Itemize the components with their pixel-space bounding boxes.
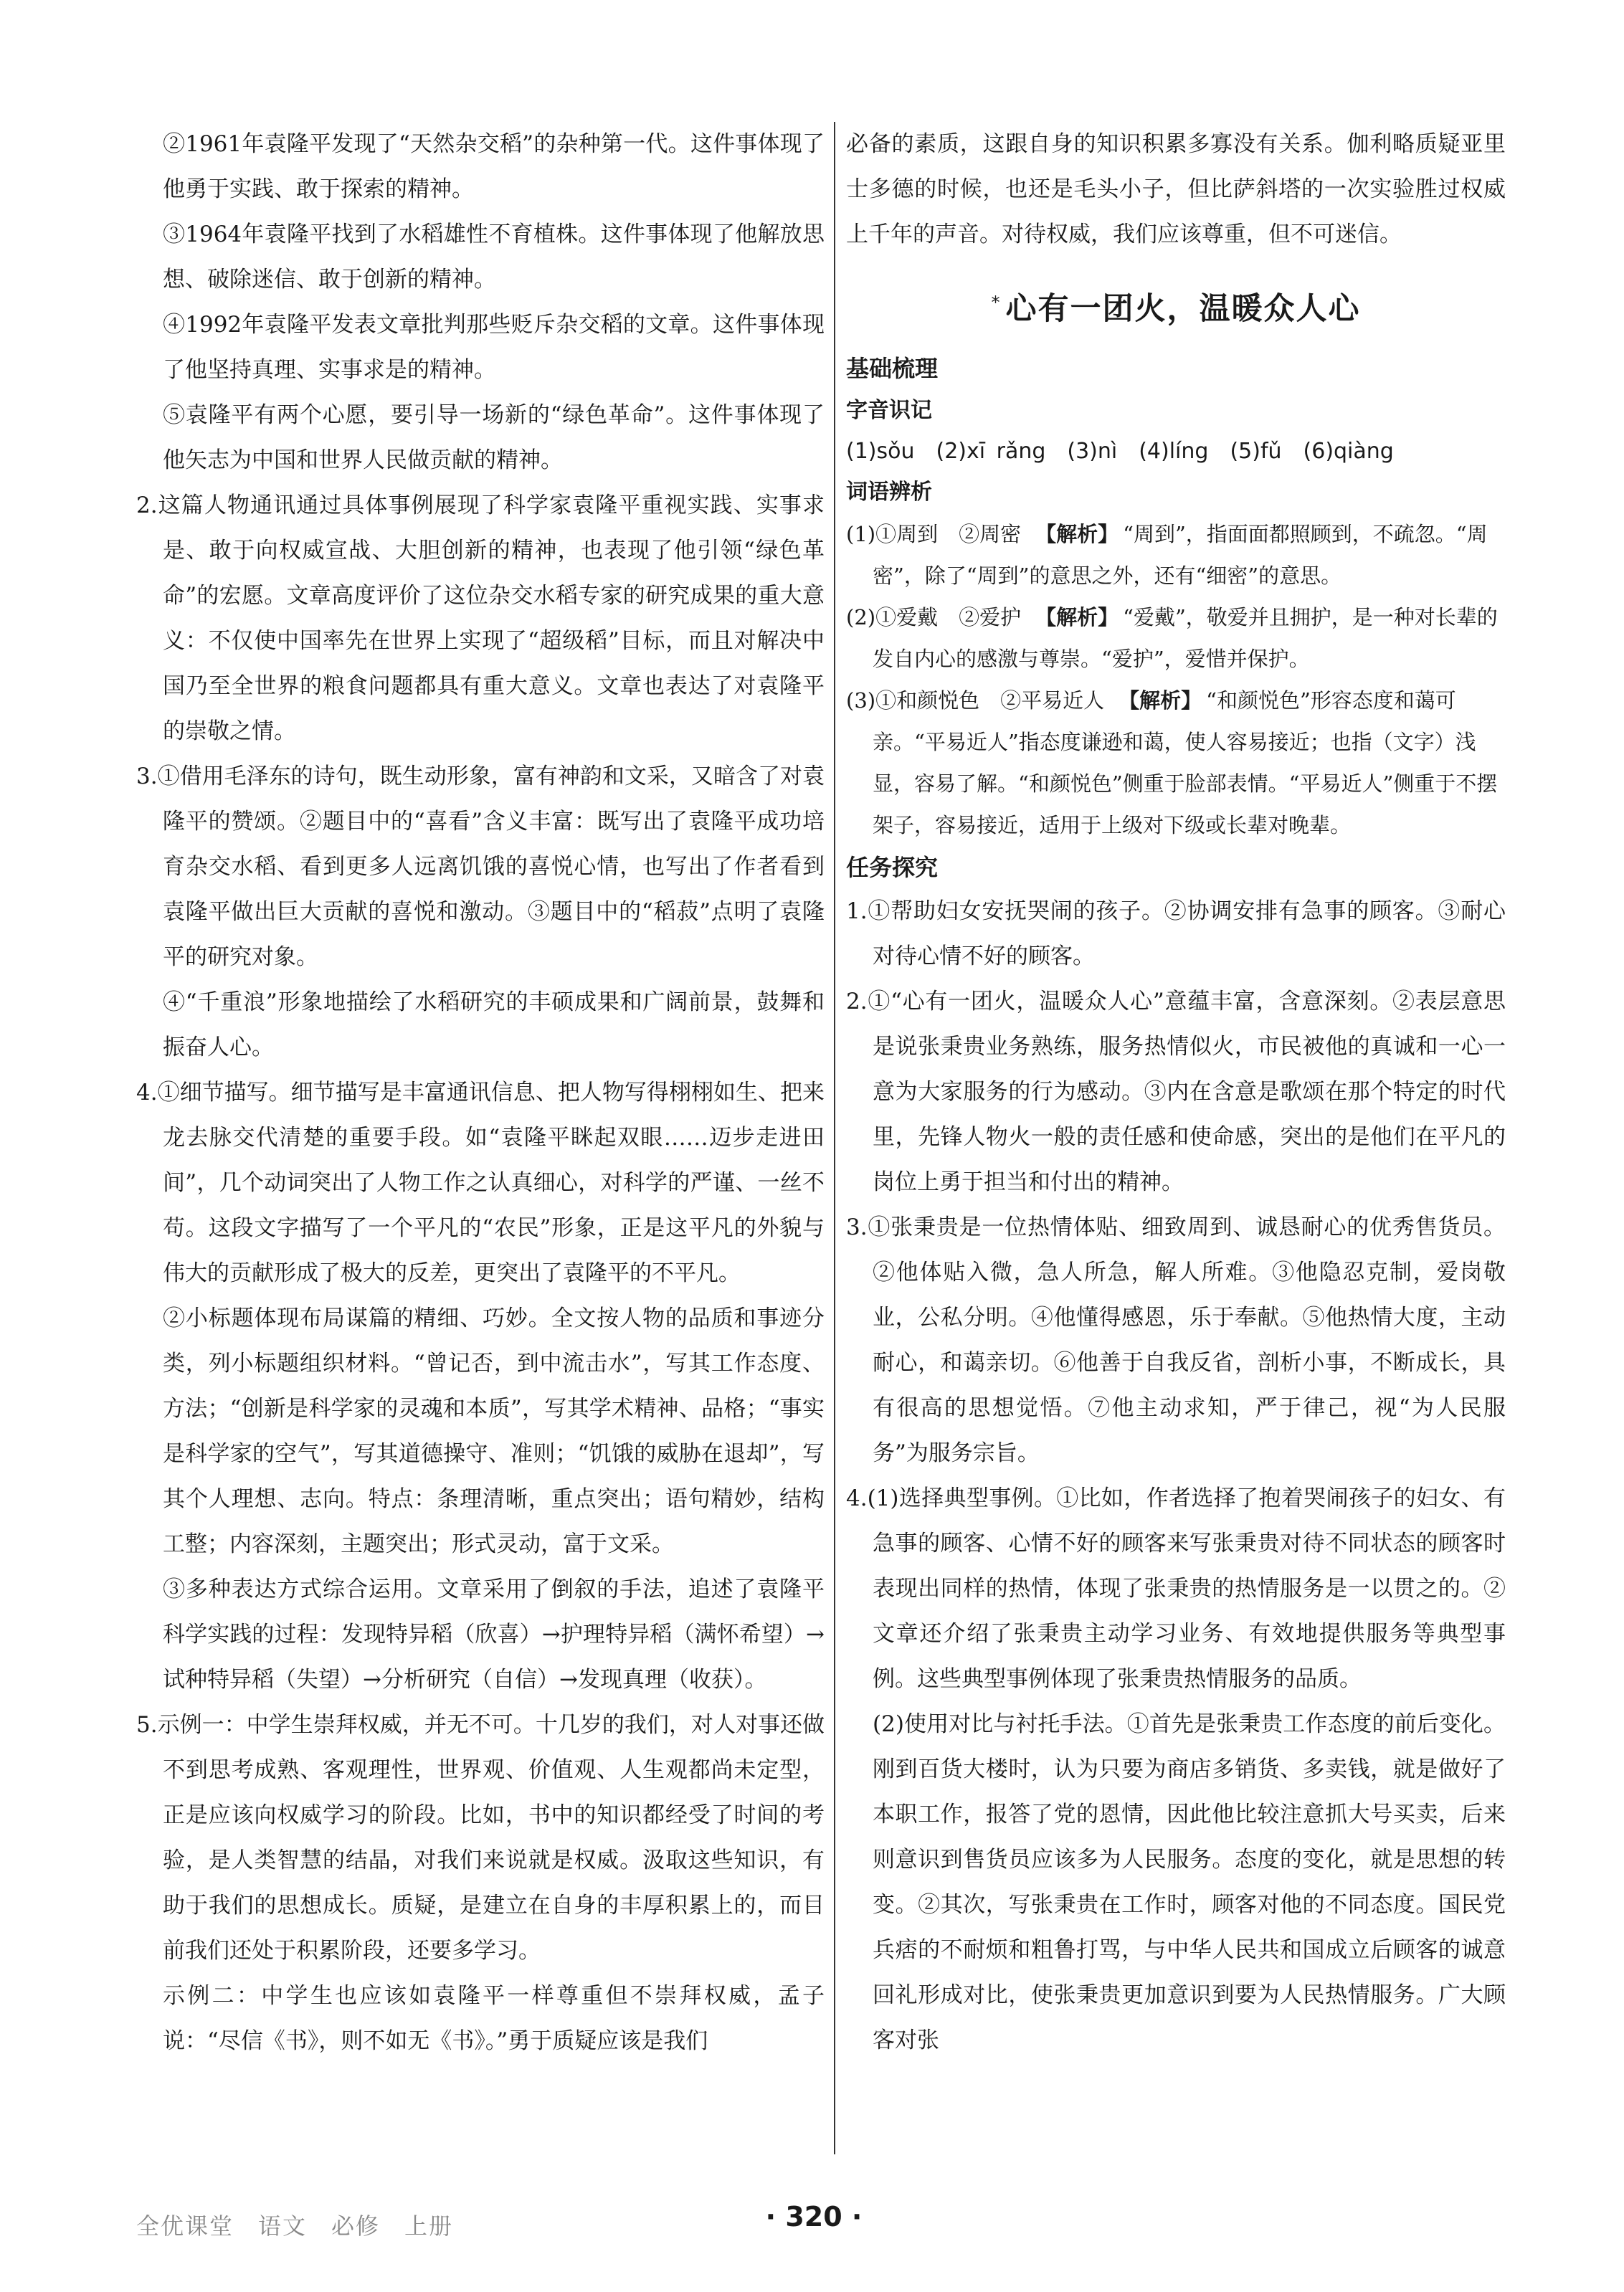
page-number: · 320 ·	[765, 2201, 863, 2232]
pinyin-answers: (1)sǒu (2)xī rǎng (3)nì (4)líng (5)fǔ (6)qiàng	[846, 439, 1394, 464]
q1-item-3: ③1964年袁隆平找到了水稻雄性不育植株。这件事体现了他解放思想、破除迷信、敢于创新的精神。	[163, 222, 825, 293]
analysis-tag: 【解析】	[1119, 688, 1202, 713]
task-answer-1: 1.①帮助妇女安抚哭闹的孩子。②协调安排有急事的顾客。③耐心对待心情不好的顾客。	[846, 898, 1506, 969]
footer-subject: 语文	[258, 2212, 308, 2240]
right-column	[846, 122, 1506, 2063]
task-answer-4-part-2: (2)使用对比与衬托手法。①首先是张秉贵工作态度的前后变化。刚到百货大楼时，认为只要为商店多销货、多卖钱，就是做好了本职工作，报答了党的恩情，因此他比较注意抓大号买卖，后来则意识到售货员应该多为人民服务。态度的变化，就是思想的转变。②其次，写张秉贵在工作时，顾客对他的不同态度。国民党兵痞的不耐烦和粗鲁打骂，与中华人民共和国成立后顾客的诚意回礼形成对比，使张秉贵更加意识到要为人民热情服务。广大顾客对张	[873, 1711, 1506, 2053]
analysis-tag: 【解析】	[1035, 605, 1119, 629]
column-divider	[834, 122, 835, 2154]
vocab-item-1	[846, 513, 1506, 596]
left-column	[136, 122, 825, 2064]
vocab-words: ①周到 ②周密	[875, 522, 1022, 546]
q1-item-5: ⑤袁隆平有两个心愿，要引导一场新的“绿色革命”。这件事体现了他矢志为中国和世界人民做贡献的精神。	[163, 402, 825, 473]
q1-item-4: ④1992年袁隆平发表文章批判那些贬斥杂交稻的文章。这件事体现了他坚持真理、实事求是的精神。	[163, 312, 825, 383]
vocab-num: (3)	[846, 688, 876, 713]
footer-book: 全优课堂	[136, 2212, 234, 2240]
vocab-words: ①和颜悦色 ②平易近人	[875, 688, 1105, 713]
vocab-item-3	[846, 680, 1506, 846]
section-heading-tasks: 任务探究	[846, 854, 939, 881]
answer-2: 2.这篇人物通讯通过具体事例展现了科学家袁隆平重视实践、实事求是、敢于向权威宣战、大胆创新的精神，也表现了他引领“绿色革命”的宏愿。文章高度评价了这位杂交水稻专家的研究成果的重大意义：不仅使中国率先在世界上实现了“超级稻”目标，而且对解决中国乃至全世界的粮食问题都具有重大意义。文章也表达了对袁隆平的崇敬之情。	[136, 493, 825, 744]
vocab-item-2	[846, 596, 1506, 680]
analysis-text: “周到”，指面面都照顾到，不疏忽。“周密”，除了“周到”的意思之外，还有“细密”的意思。	[873, 522, 1488, 588]
vocab-words: ①爱戴 ②爱护	[875, 605, 1022, 629]
analysis-text: “爱戴”，敬爱并且拥护，是一种对长辈的发自内心的感激与尊崇。“爱护”，爱惜并保护。	[873, 605, 1498, 671]
answer-5-example-1: 5.示例一：中学生崇拜权威，并无不可。十几岁的我们，对人对事还做不到思考成熟、客观理性，世界观、价值观、人生观都尚未定型，正是应该向权威学习的阶段。比如，书中的知识都经受了时间的考验，是人类智慧的结晶，对我们来说就是权威。汲取这些知识，有助于我们的思想成长。质疑，是建立在自身的丰厚积累上的，而目前我们还处于积累阶段，还要多学习。	[136, 1712, 825, 1964]
q1-item-2: ②1961年袁隆平发现了“天然杂交稻”的杂种第一代。这件事体现了他勇于实践、敢于探索的精神。	[163, 131, 825, 202]
lesson-title	[846, 285, 1506, 328]
answer-3: 3.①借用毛泽东的诗句，既生动形象，富有神韵和文采，又暗含了对袁隆平的赞颂。②题目中的“喜看”含义丰富：既写出了袁隆平成功培育杂交水稻、看到更多人远离饥饿的喜悦心情，也写出了作者看到袁隆平做出巨大贡献的喜悦和激动。③题目中的“稻菽”点明了袁隆平的研究对象。	[136, 764, 825, 970]
task-answer-2: 2.①“心有一团火，温暖众人心”意蕴丰富，含意深刻。②表层意思是说张秉贵业务熟练，服务热情似火，市民被他的真诚和一心一意为大家服务的行为感动。③内在含意是歌颂在那个特定的时代里，先锋人物火一般的责任感和使命感，突出的是他们在平凡的岗位上勇于担当和付出的精神。	[846, 989, 1506, 1195]
answer-5-example-2: 示例二：中学生也应该如袁隆平一样尊重但不崇拜权威，孟子说：“尽信《书》，则不如无《书》。”勇于质疑应该是我们	[163, 1983, 825, 2054]
answer-4: 4.①细节描写。细节描写是丰富通讯信息、把人物写得栩栩如生、把来龙去脉交代清楚的重要手段。如“袁隆平眯起双眼……迈步走进田间”，几个动词突出了人物工作之认真细心，对科学的严谨、一丝不苟。这段文字描写了一个平凡的“农民”形象，正是这平凡的外貌与伟大的贡献形成了极大的反差，更突出了袁隆平的不平凡。	[136, 1080, 825, 1286]
title-mark: *	[991, 292, 1002, 313]
analysis-text: “和颜悦色”形容态度和蔼可亲。“平易近人”指态度谦逊和蔼，使人容易接近；也指（文字）浅显，容易了解。“和颜悦色”侧重于脸部表情。“平易近人”侧重于不摆架子，容易接近，适用于上级对下级或长辈对晚辈。	[873, 688, 1498, 837]
subheading-vocabulary: 词语辨析	[846, 480, 932, 505]
subheading-pronunciation: 字音识记	[846, 398, 932, 423]
task-answer-4: 4.(1)选择典型事例。①比如，作者选择了抱着哭闹孩子的妇女、有急事的顾客、心情不好的顾客来写张秉贵对待不同状态的顾客时表现出同样的热情，体现了张秉贵的热情服务是一以贯之的。②文章还介绍了张秉贵主动学习业务、有效地提供服务等典型事例。这些典型事例体现了张秉贵热情服务的品质。	[846, 1485, 1506, 1692]
vocab-num: (1)	[846, 522, 876, 546]
lesson-title-text: 心有一团火，温暖众人心	[1005, 291, 1361, 327]
analysis-tag: 【解析】	[1035, 522, 1119, 546]
footer-book-info	[136, 2208, 478, 2241]
task-answer-3: 3.①张秉贵是一位热情体贴、细致周到、诚恳耐心的优秀售货员。②他体贴入微，急人所急，解人所难。③他隐忍克制，爱岗敬业，公私分明。④他懂得感恩，乐于奉献。⑤他热情大度，主动耐心，和蔼亲切。⑥他善于自我反省，剖析小事，不断成长，具有很高的思想觉悟。⑦他主动求知，严于律己，视“为人民服务”为服务宗旨。	[846, 1214, 1506, 1466]
answer-5-continuation: 必备的素质，这跟自身的知识积累多寡没有关系。伽利略质疑亚里士多德的时候，也还是毛头小子，但比萨斜塔的一次实验胜过权威上千年的声音。对待权威，我们应该尊重，但不可迷信。	[846, 131, 1506, 247]
footer-part: 上册	[404, 2212, 454, 2240]
answer-4-part-2: ②小标题体现布局谋篇的精细、巧妙。全文按人物的品质和事迹分类，列小标题组织材料。“曾记否，到中流击水”，写其工作态度、方法；“创新是科学家的灵魂和本质”，写其学术精神、品格；“事实是科学家的空气”，写其道德操守、准则；“饥饿的威胁在退却”，写其个人理想、志向。特点：条理清晰，重点突出；语句精妙，结构工整；内容深刻，主题突出；形式灵动，富于文采。	[163, 1306, 825, 1557]
section-heading-basics: 基础梳理	[846, 355, 939, 382]
footer-volume: 必修	[331, 2212, 381, 2240]
vocab-num: (2)	[846, 605, 876, 629]
answer-3-continued: ④“千重浪”形象地描绘了水稻研究的丰硕成果和广阔前景，鼓舞和振奋人心。	[163, 989, 825, 1060]
answer-4-part-3: ③多种表达方式综合运用。文章采用了倒叙的手法，追述了袁隆平科学实践的过程：发现特异稻（欣喜）→护理特异稻（满怀希望）→试种特异稻（失望）→分析研究（自信）→发现真理（收获）。	[163, 1577, 825, 1693]
